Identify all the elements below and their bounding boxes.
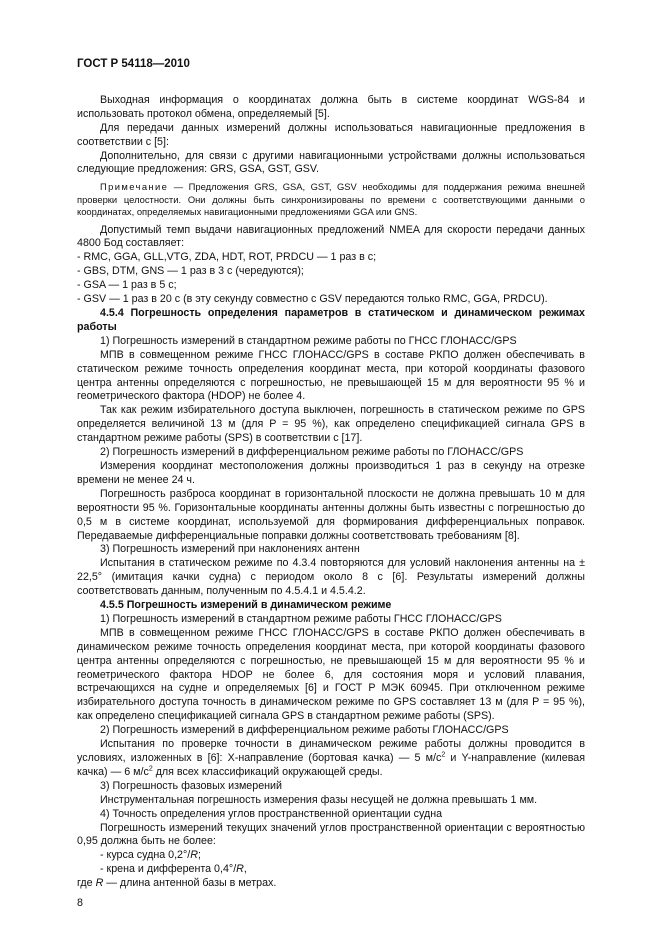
paragraph: Выходная информация о координатах должна быть в системе координат WGS-84 и использовать протокол обмена, определяемый [5]. [77, 93, 585, 120]
document-header: ГОСТ Р 54118—2010 [77, 58, 190, 70]
paragraph: Погрешность измерений текущих значений углов пространственной ориентации с вероятностью 0,95 должна быть не более: [77, 821, 585, 848]
paragraph: Испытания в статическом режиме по 4.3.4 повторяются для условий наклонения антенны на ± 22,5° (имитация качки судна) с периодом около 8 с [6]. Результаты измерений должны соответствовать данным, полученным по 4.5.4.1 и 4.5.4.2. [77, 557, 585, 598]
paragraph: где R — длина антенной базы в метрах. [77, 877, 277, 890]
subheading: 4) Точность определения углов пространственной ориентации судна [100, 807, 443, 820]
subheading: 1) Погрешность измерений в стандартном режиме работы ГНСС ГЛОНАСС/GPS [100, 612, 502, 625]
paragraph: Дополнительно, для связи с другими навигационными устройствами должны использоваться следующие предложения: GRS, GSA, GST, GSV. [77, 149, 585, 176]
paragraph: Допустимый темп выдачи навигационных предложений NMEA для скорости передачи данных 4800 Бод составляет: [77, 223, 585, 250]
paragraph: Так как режим избирательного доступа выключен, погрешность в статическом режиме по GPS определяется величиной 13 м (для P = 95 %), как определено спецификацией сигнала GPS в стандартном режиме работы (SPS) в соответствии с [17]. [77, 404, 585, 445]
subheading: 1) Погрешность измерений в стандартном режиме работы по ГНСС ГЛОНАСС/GPS [100, 334, 517, 347]
section-title-4-5-5: 4.5.5 Погрешность измерений в динамическом режиме [100, 599, 392, 612]
note [77, 181, 585, 218]
list-item: - GSA — 1 раз в 5 с; [77, 279, 177, 292]
note-label: Примечание [100, 181, 169, 193]
paragraph: Инструментальная погрешность измерения фазы несущей не должна превышать 1 мм. [100, 793, 538, 806]
paragraph: Испытания по проверке точности в динамическом режиме работы должны проводится в условиях, изложенных в [6]: X-направление (бортовая качка) — 5 $м/с^2$ и Y-направление (килевая качка) — 6 $м/с^2$ для всех классификаций окружающей среды. [77, 738, 585, 778]
list-item: - крена и дифферента 0,4°/R, [100, 863, 247, 876]
page-number: 8 [77, 897, 83, 910]
subheading: 3) Погрешность фазовых измерений [100, 779, 282, 792]
document-page [77, 58, 585, 911]
list-item: - RMC, GGA, GLL,VTG, ZDA, HDT, ROT, PRDCU — 1 раз в с; [77, 251, 377, 264]
note-text: — Предложения GRS, GSA, GST, GSV необходимы для поддержания режима внешней проверки целостности. Они должны быть синхронизированы по времени с соответствующими данными о координатах, определяемых навигационными предложениями GGA или GNS. [77, 181, 585, 218]
paragraph: Погрешность разброса координат в горизонтальной плоскости не должна превышать 10 м для вероятности 95 %. Горизонтальные координаты антенны должны быть известны с погрешностью до 0,5 м в системе координат, используемой для формирования дифференциальных поправок. Передаваемые дифференциальные поправки должны соответствовать требованиям [8]. [77, 487, 585, 542]
subheading: 2) Погрешность измерений в дифференциальном режиме работы ГЛОНАСС/GPS [100, 724, 509, 737]
subheading: 2) Погрешность измерений в дифференциальном режиме работы по ГЛОНАСС/GPS [100, 446, 524, 459]
paragraph: Измерения координат местоположения должны производиться 1 раз в секунду на отрезке времени не менее 24 ч. [77, 459, 585, 486]
paragraph: Для передачи данных измерений должны использоваться навигационные предложения в соответствии с [5]: [77, 121, 585, 148]
section-title-4-5-4: 4.5.4 Погрешность определения параметров в статическом и динамическом режимах работы [77, 307, 585, 333]
paragraph: МПВ в совмещенном режиме ГНСС ГЛОНАСС/GPS в составе РКПО должен обеспечивать в статическом режиме точность определения координат места, при которой координаты фазового центра антенны определяются с погрешностью, не превышающей 15 м для вероятности 95 % и геометрического фактора (HDOP) не более 4. [77, 348, 585, 403]
subheading: 3) Погрешность измерений при наклонениях антенн [100, 543, 360, 556]
list-item: - GBS, DTM, GNS — 1 раз в 3 с (чередуются); [77, 265, 304, 278]
paragraph: МПВ в совмещенном режиме ГНСС ГЛОНАСС/GPS в составе РКПО должен обеспечивать в динамическом режиме точность определения координат места, при которой координаты фазового центра антенны определяются с погрешностью, не превышающей 15 м для вероятности 95 % и геометрического фактора HDOP не более 6, для состояния моря и условий плавания, встречающихся на судне и определяемых [6] и ГОСТ Р МЭК 60945. При отключенном режиме избирательного доступа точность в динамическом режиме по GPS составляет 13 м (для P = 95 %), как определено спецификацией сигнала GPS в стандартном режиме работы (SPS). [77, 626, 585, 723]
list-item: - курса судна 0,2°/R; [100, 849, 201, 862]
list-item: - GSV — 1 раз в 20 с (в эту секунду совместно с GSV передаются только RMC, GGA, PRDCU). [77, 293, 548, 306]
